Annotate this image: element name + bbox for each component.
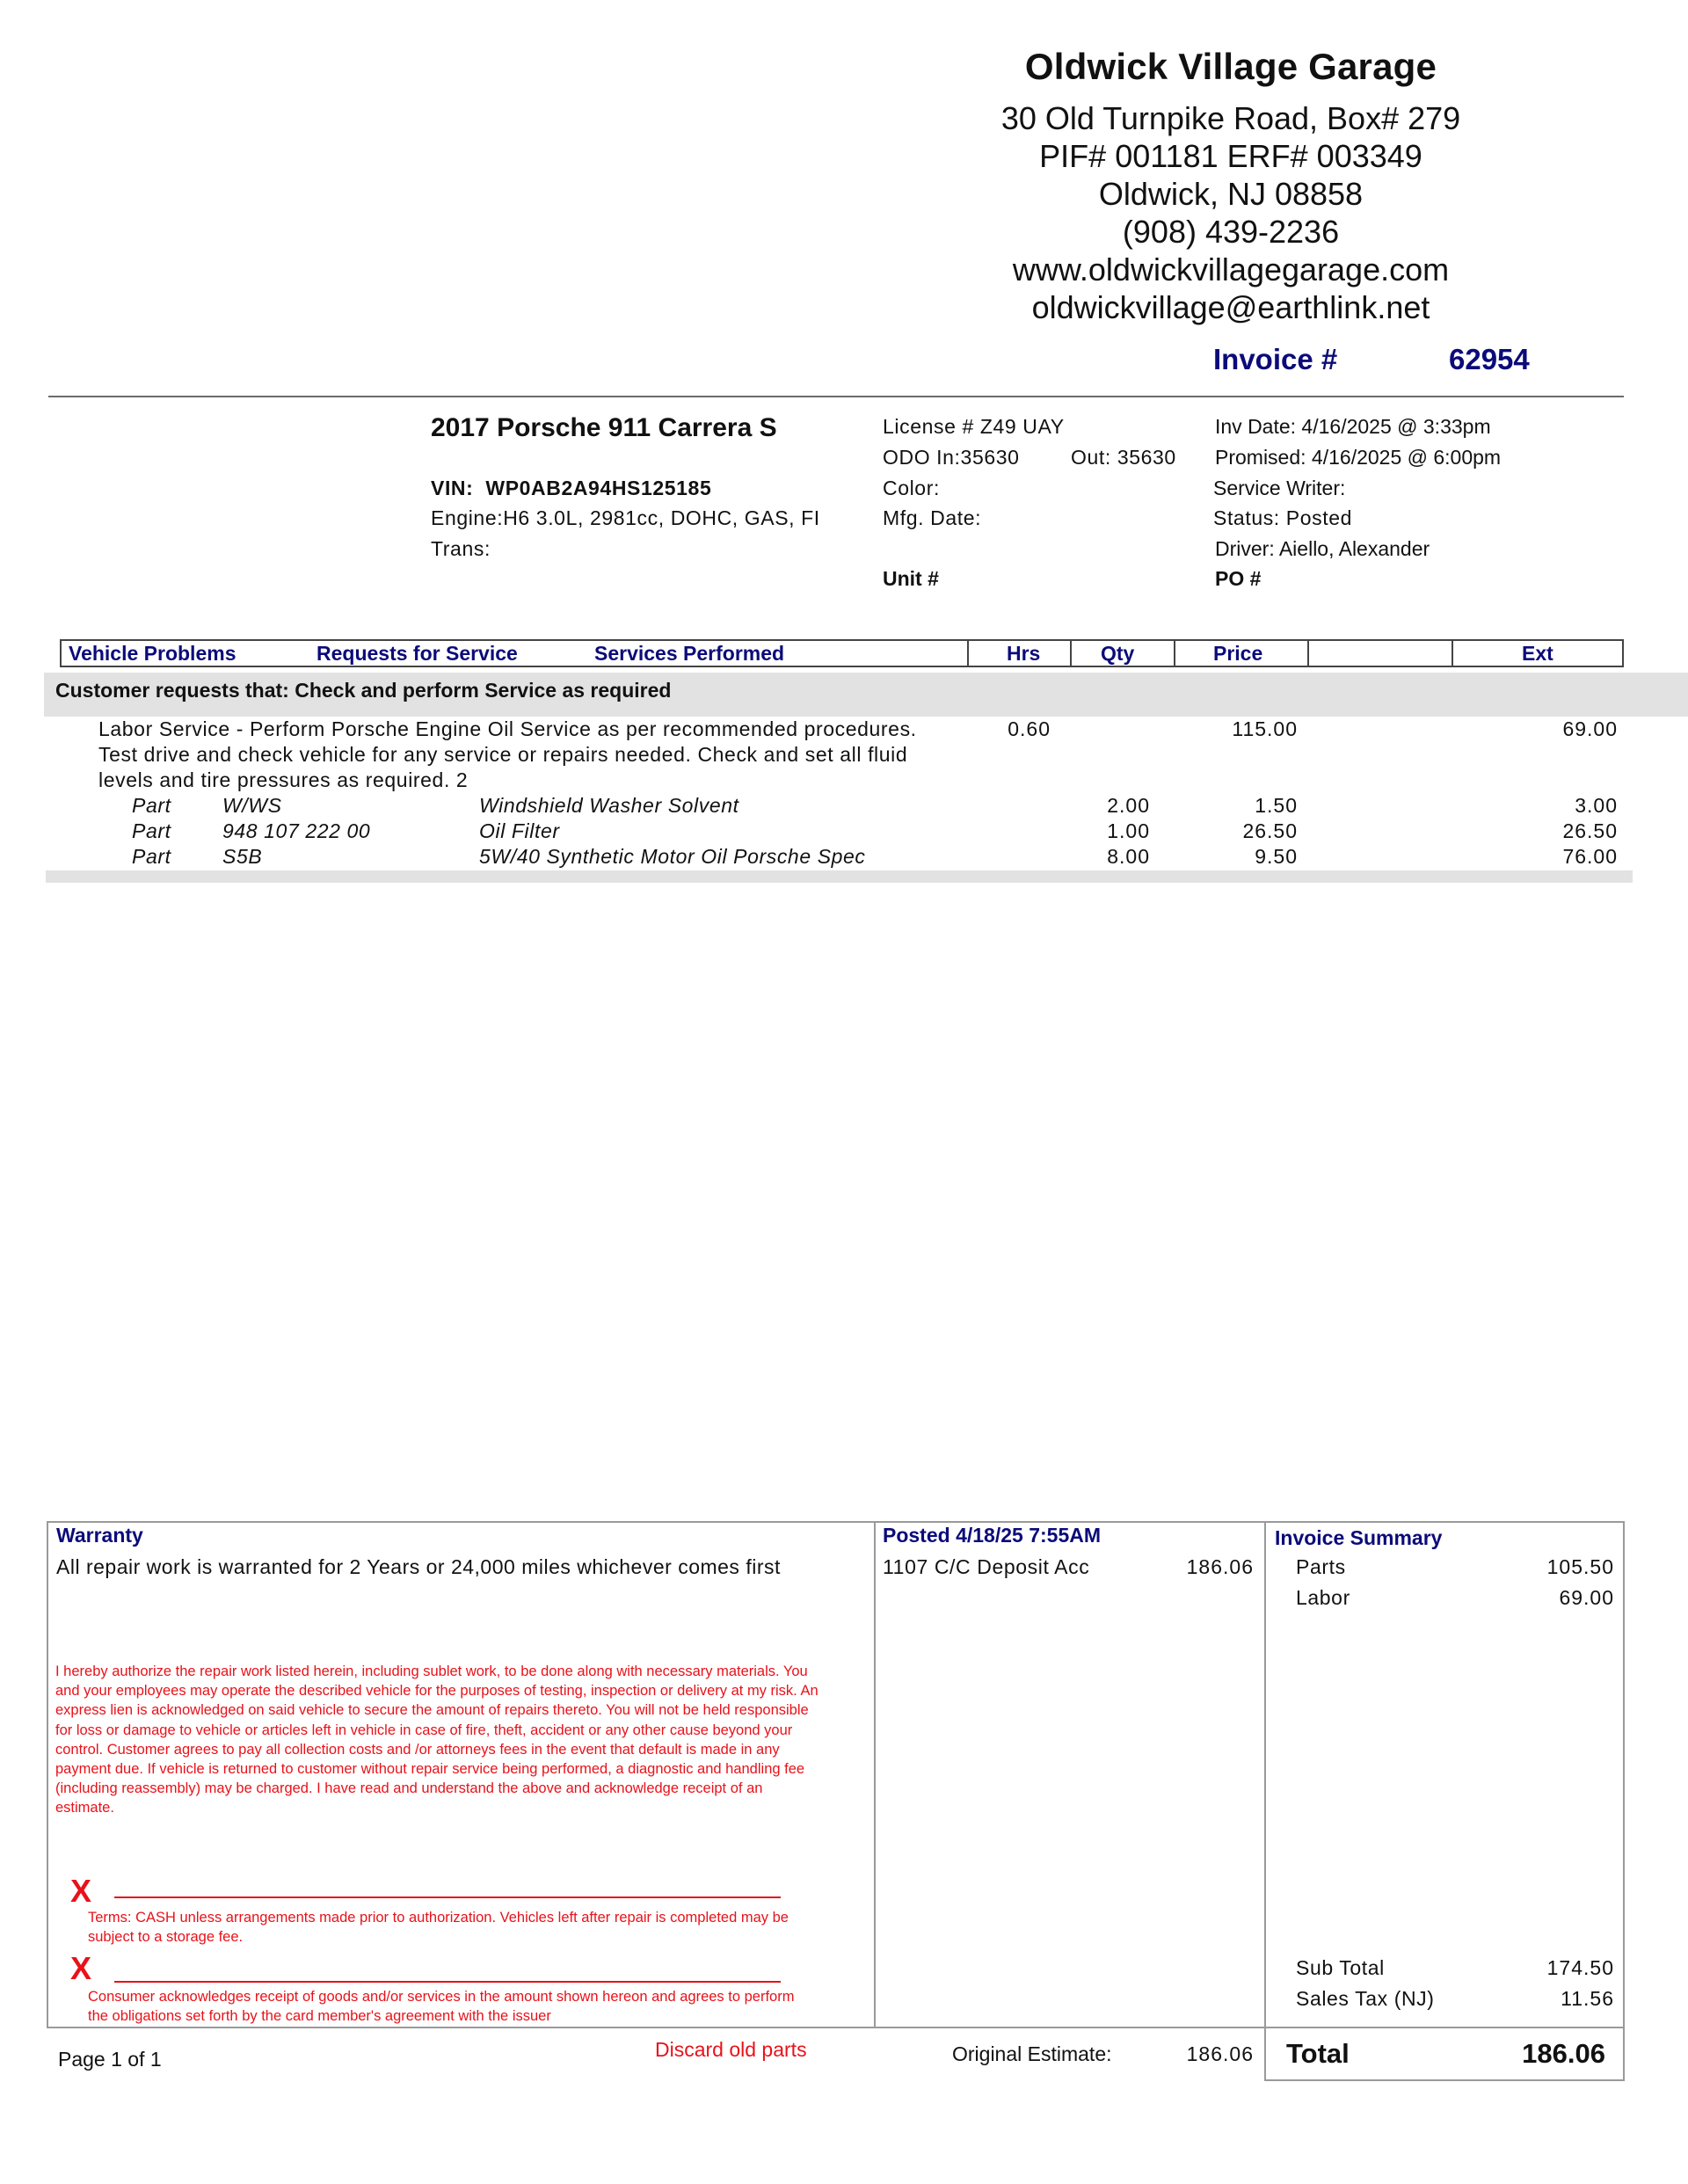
vehicle-title: 2017 Porsche 911 Carrera S (431, 413, 777, 442)
payment-amount: 186.06 (1186, 1555, 1254, 1578)
original-estimate-label: Original Estimate: (952, 2042, 1112, 2065)
part-ext: 3.00 (1575, 794, 1618, 817)
signature-mark: X (70, 1873, 92, 1909)
part-qty: 1.00 (1107, 819, 1150, 842)
summary-labor: 69.00 (1559, 1586, 1614, 1609)
discard-old-parts: Discard old parts (655, 2038, 807, 2061)
signature-line[interactable] (114, 1981, 781, 1983)
payments-box (874, 1521, 1266, 2028)
header-requests-for-service: Requests for Service (316, 642, 518, 665)
labor-description-line-1: Labor Service - Perform Porsche Engine Oil Service as per recommended procedures. (98, 717, 917, 740)
part-qty: 8.00 (1107, 845, 1150, 868)
sales-tax-value: 11.56 (1561, 1987, 1614, 2010)
transmission: Trans: (431, 537, 491, 560)
original-estimate-value: 186.06 (1186, 2042, 1254, 2065)
part-description: 5W/40 Synthetic Motor Oil Porsche Spec (479, 845, 866, 868)
signature-mark: X (70, 1950, 92, 1986)
engine: Engine:H6 3.0L, 2981cc, DOHC, GAS, FI (431, 506, 820, 529)
consumer-acknowledgement: Consumer acknowledges receipt of goods and/or services in the amount shown hereon and agrees to perform the obligations set forth by the card member's agreement with the issuer (88, 1989, 795, 2025)
part-ext: 26.50 (1562, 819, 1618, 842)
odometer-in: ODO In:35630 (883, 446, 1020, 469)
signature-line[interactable] (114, 1896, 781, 1898)
vin-row (431, 477, 711, 500)
part-type: Part (132, 845, 171, 868)
shop-phone: (908) 439-2236 (1122, 214, 1340, 250)
subtotal-label: Sub Total (1296, 1956, 1385, 1979)
section-title: Customer requests that: Check and perform Service as required (55, 679, 672, 702)
promised-date: Promised: 4/16/2025 @ 6:00pm (1215, 446, 1502, 469)
section-end-band (46, 870, 1633, 883)
part-number: W/WS (222, 794, 282, 817)
driver-name: Driver: Aiello, Alexander (1215, 537, 1430, 560)
header-ext: Ext (1522, 642, 1553, 665)
part-price: 26.50 (1242, 819, 1298, 842)
header-divider (48, 396, 1624, 397)
part-type: Part (132, 794, 171, 817)
header-hrs: Hrs (1007, 642, 1041, 665)
warranty-title: Warranty (56, 1524, 143, 1547)
total-label: Total (1286, 2038, 1350, 2069)
part-description: Oil Filter (479, 819, 560, 842)
terms-text: Terms: CASH unless arrangements made prior to authorization. Vehicles left after repair is completed may be subject to a storage fee. (88, 1910, 789, 1946)
col-divider (1307, 641, 1309, 666)
shop-email: oldwickvillage@earthlink.net (1031, 289, 1430, 325)
summary-labor-label: Labor (1296, 1586, 1350, 1609)
part-description: Windshield Washer Solvent (479, 794, 739, 817)
header-qty: Qty (1101, 642, 1135, 665)
col-divider (1070, 641, 1072, 666)
col-divider (967, 641, 969, 666)
shop-name: Oldwick Village Garage (1024, 46, 1437, 87)
sales-tax-label: Sales Tax (NJ) (1296, 1987, 1435, 2010)
shop-city-state-zip: Oldwick, NJ 08858 (1098, 176, 1364, 212)
part-number: 948 107 222 00 (222, 819, 371, 842)
labor-ext: 69.00 (1562, 717, 1618, 740)
authorization-text: I hereby authorize the repair work listed herein, including sublet work, to be done along with necessary materials. You and your employees may operate the described vehicle for the purposes of testing, inspection or delivery at my risk. An express lien is acknowledged on said vehicle to secure the amount of repairs thereto. You will not be held responsible for loss or damage to vehicle or articles left in vehicle in case of fire, theft, accident or any other cause beyond your control. Customer agrees to pay all collection costs and /or attorneys fees in the event that default is made in any payment due. If vehicle is returned to customer without repair service being performed, a diagnostic and handling fee (including reassembly) may be charged. I have read and understand the above and acknowledge receipt of an estimate. (55, 1663, 819, 1816)
invoice-number-label: Invoice # (1213, 343, 1338, 375)
labor-description-line-3: levels and tire pressures as required. 2 (98, 768, 469, 791)
labor-price: 115.00 (1232, 717, 1298, 740)
line-items-header (60, 639, 1624, 667)
vehicle-color: Color: (883, 477, 940, 499)
part-number: S5B (222, 845, 263, 868)
part-type: Part (132, 819, 171, 842)
service-writer: Service Writer: (1213, 477, 1346, 499)
invoice-date: Inv Date: 4/16/2025 @ 3:33pm (1215, 415, 1491, 438)
odometer-out: Out: 35630 (1071, 446, 1176, 469)
mfg-date: Mfg. Date: (883, 506, 982, 529)
posted-title: Posted 4/18/25 7:55AM (883, 1524, 1102, 1547)
po-number: PO # (1215, 567, 1262, 590)
part-price: 1.50 (1255, 794, 1298, 817)
header-price: Price (1213, 642, 1263, 665)
order-status: Status: Posted (1213, 506, 1352, 529)
header-services-performed: Services Performed (594, 642, 785, 665)
part-price: 9.50 (1255, 845, 1298, 868)
warranty-text: All repair work is warranted for 2 Years or 24,000 miles whichever comes first (56, 1555, 781, 1578)
labor-hrs: 0.60 (1008, 717, 1051, 740)
shop-license-ids: PIF# 001181 ERF# 003349 (1039, 138, 1422, 174)
header-vehicle-problems: Vehicle Problems (69, 642, 236, 665)
vin-value: WP0AB2A94HS125185 (485, 477, 712, 499)
part-ext: 76.00 (1562, 845, 1618, 868)
summary-parts: 105.50 (1546, 1555, 1614, 1578)
subtotal-value: 174.50 (1546, 1956, 1614, 1979)
license-plate: License # Z49 UAY (883, 415, 1065, 438)
col-divider (1452, 641, 1453, 666)
labor-description-line-2: Test drive and check vehicle for any service or repairs needed. Check and set all fluid (98, 743, 908, 766)
page-indicator: Page 1 of 1 (58, 2048, 162, 2071)
part-qty: 2.00 (1107, 794, 1150, 817)
col-divider (1174, 641, 1175, 666)
invoice-number: 62954 (1449, 343, 1530, 375)
unit-number: Unit # (883, 567, 939, 590)
summary-parts-label: Parts (1296, 1555, 1346, 1578)
shop-address: 30 Old Turnpike Road, Box# 279 (1000, 100, 1461, 136)
payment-label: 1107 C/C Deposit Acc (883, 1555, 1090, 1578)
vin-label: VIN: (431, 477, 474, 499)
summary-title: Invoice Summary (1275, 1526, 1443, 1549)
shop-website: www.oldwickvillagegarage.com (1012, 251, 1450, 288)
total-value: 186.06 (1522, 2038, 1605, 2069)
